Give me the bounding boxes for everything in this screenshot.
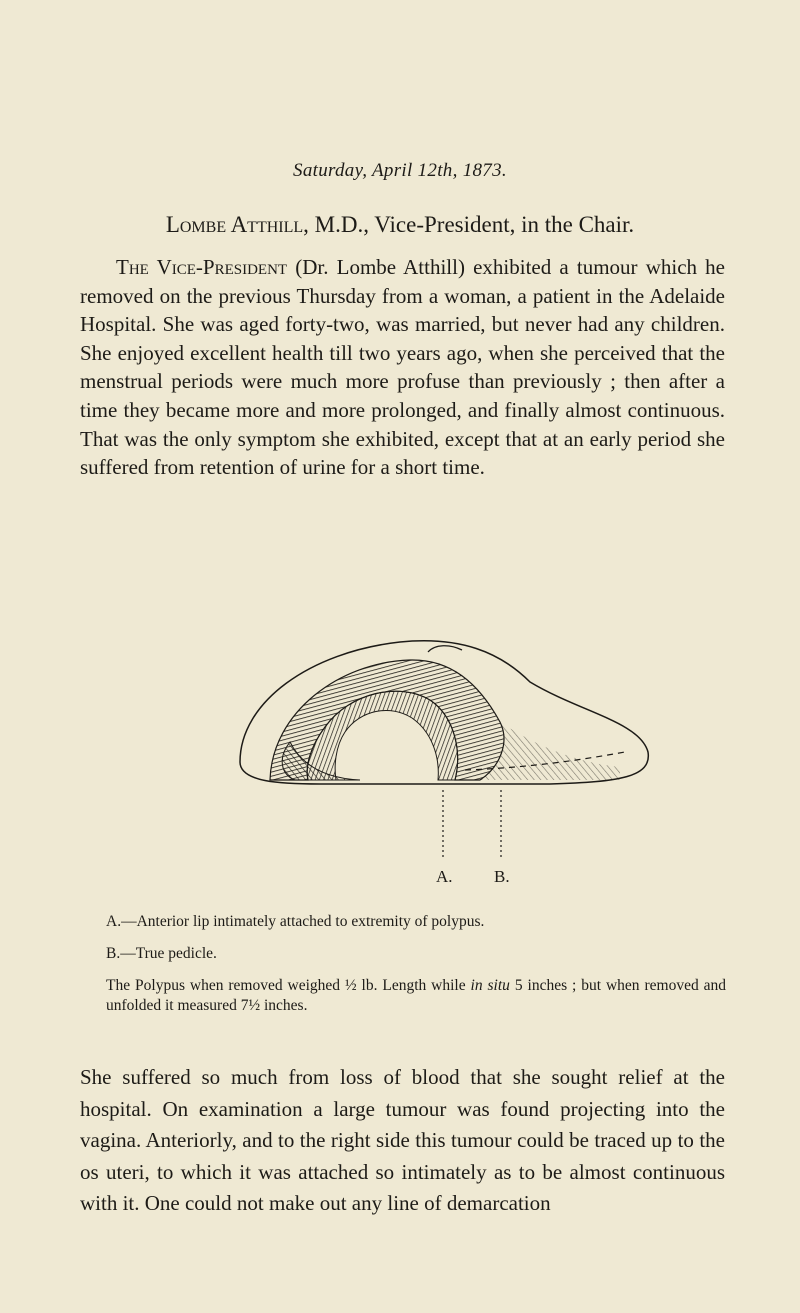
polypus-illustration: [200, 592, 660, 890]
note-c-italic: in situ: [470, 977, 510, 994]
vice-president-lead: The Vice-President: [116, 255, 288, 279]
note-a-text: A.—Anterior lip intimately attached to extremity of polypus.: [106, 913, 485, 930]
note-c: [106, 976, 726, 1016]
figure-label-b: B.: [494, 867, 510, 886]
paragraph-1-text: (Dr. Lombe Atthill) exhibited a tumour which he removed on the previous Thursday from a woman, a patient in the Adelaide Hospital. She was aged forty-two, was married, but never had any children. She enjoyed excellent health till two years ago, when she perceived that the menstrual periods were much more profuse than previously ; then after a time they became more and more prolonged, and finally almost continuous. That was the only symptom she exhibited, except that at an early period she suffered from retention of urine for a short time.: [80, 255, 725, 480]
note-b-text: B.—True pedicle.: [106, 945, 217, 962]
figure-label-a: A.: [436, 867, 453, 886]
paragraph-2-text: She suffered so much from loss of blood that she sought relief at the hospital. On examination a large tumour was found projecting into the vagina. Anteriorly, and to the right side this tumour could be traced up to the os uteri, to which it was attached so intimately as to be almost continuous with it. One could not make out any line of demarcation: [80, 1065, 725, 1215]
chair-rest: , M.D., Vice-President, in the Chair.: [303, 212, 635, 237]
note-b: [106, 944, 726, 964]
note-c-part1: The Polypus when removed weighed ½ lb. Length while: [106, 977, 471, 994]
note-a: [106, 912, 726, 932]
chair-name: Lombe Atthill: [165, 212, 304, 237]
paragraph-2: [80, 1062, 725, 1220]
note-c-part2: 5 inches ; but when removed and unfolded it measured 7½ inches.: [106, 977, 727, 1014]
date-heading: Saturday, April 12th, 1873.: [293, 160, 507, 181]
chair-line: [0, 212, 800, 238]
polypus-figure: [200, 592, 660, 890]
paragraph-1: [80, 253, 725, 482]
